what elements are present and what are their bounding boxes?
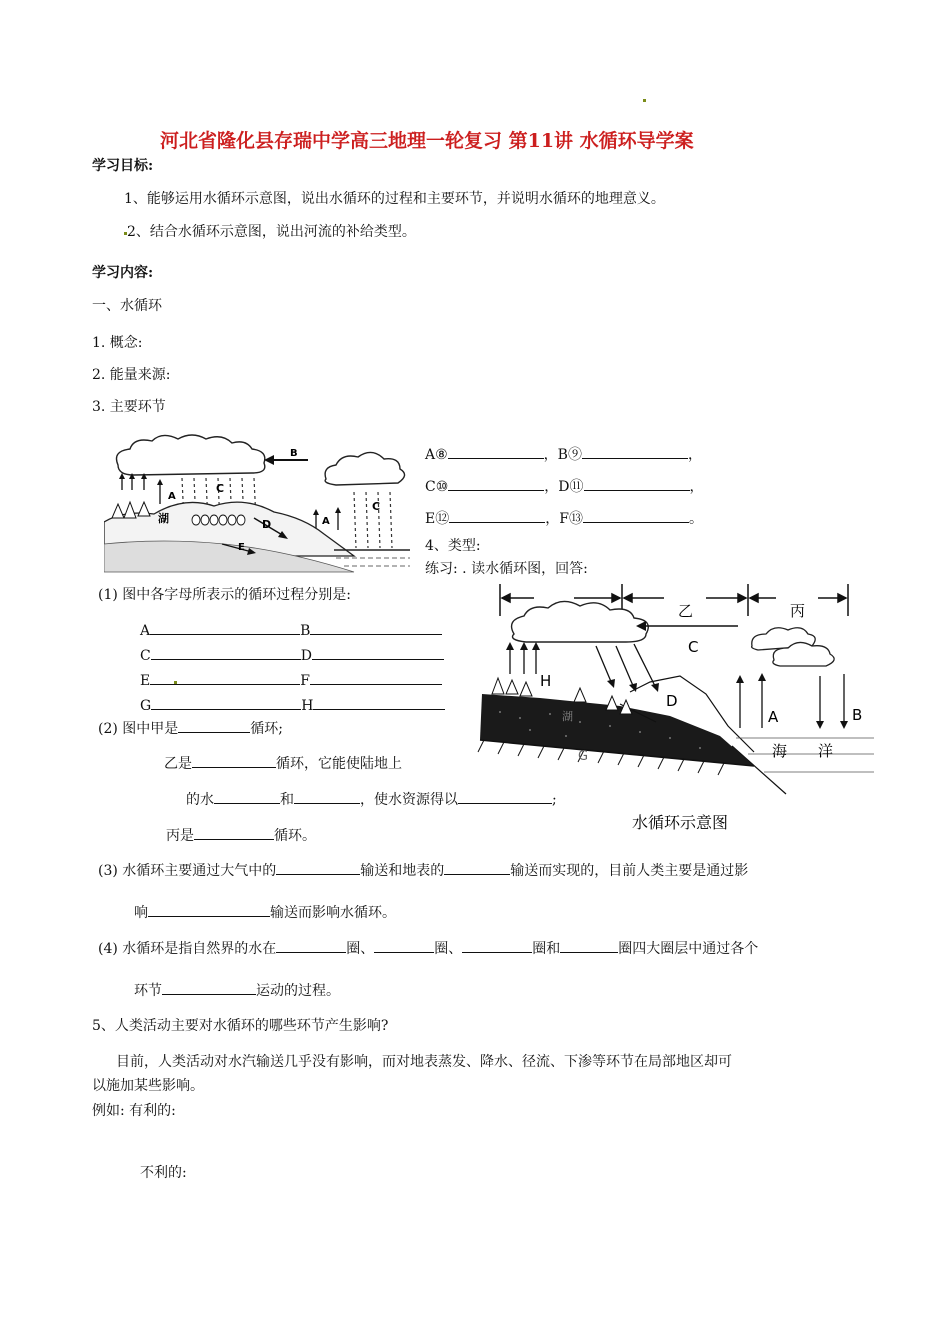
q2-text: 丙是 bbox=[166, 828, 194, 844]
fig1-label-d: D bbox=[262, 518, 272, 531]
q2-text: ; bbox=[552, 792, 557, 808]
question-5-para-2: 以施加某些影响。 bbox=[92, 1078, 204, 1094]
practice-prompt: 练习: . 读水循环图，回答: bbox=[425, 561, 588, 577]
fig1-label-c2: C bbox=[372, 500, 381, 513]
q1-blank-g[interactable] bbox=[151, 695, 301, 710]
q1-label-a: A bbox=[140, 623, 151, 639]
q1-row-ab bbox=[140, 620, 442, 639]
fig2-label-c: C bbox=[688, 638, 699, 656]
evaporation-land bbox=[122, 476, 160, 504]
q2-text: 的水 bbox=[186, 792, 214, 808]
arrows-h bbox=[510, 646, 536, 674]
cloud-large bbox=[117, 435, 265, 475]
fig1-label-a: A bbox=[168, 491, 176, 502]
q2-text: ，使水资源得以 bbox=[360, 792, 458, 808]
q2-blank-3[interactable] bbox=[458, 789, 552, 804]
q1-label-f: F bbox=[300, 673, 310, 689]
q2-text: 循环，它能使陆地上 bbox=[276, 756, 402, 772]
q2-blank-2[interactable] bbox=[294, 789, 360, 804]
fig2-label-d: D bbox=[666, 692, 678, 710]
water-cycle-figure-1 bbox=[104, 432, 416, 574]
fig2-label-lake: 湖 bbox=[562, 710, 573, 723]
q4-text: 圈、 bbox=[434, 941, 463, 957]
question-4-row-2 bbox=[134, 980, 340, 1000]
content-heading: 学习内容: bbox=[92, 265, 154, 281]
q3-text: (3) 水循环主要通过大气中的 bbox=[98, 863, 277, 879]
q1-blank-b[interactable] bbox=[310, 620, 442, 635]
fill-b-blank[interactable] bbox=[582, 444, 688, 459]
q3-text: 输送和地表的 bbox=[360, 863, 445, 879]
question-2-row-3 bbox=[186, 789, 557, 809]
question-concept: 1. 概念: bbox=[92, 335, 143, 351]
q1-blank-d[interactable] bbox=[312, 645, 444, 660]
fill-e-blank[interactable] bbox=[449, 508, 545, 523]
fill-a-label: A⑧ bbox=[425, 447, 448, 463]
arrows-precip bbox=[596, 644, 656, 688]
q3-text: 输送而影响水循环。 bbox=[270, 905, 396, 921]
objective-1: 1、能够运用水循环示意图，说出水循环的过程和主要环节，并说明水循环的地理意义。 bbox=[124, 191, 665, 207]
q4-blank-2[interactable] bbox=[374, 938, 434, 953]
fill-d-blank[interactable] bbox=[584, 476, 690, 491]
q1-label-e: E bbox=[140, 673, 151, 689]
fill-f-blank[interactable] bbox=[583, 508, 689, 523]
fig2-sea-1: 海 bbox=[772, 742, 788, 760]
q4-text: 圈、 bbox=[346, 941, 375, 957]
types-heading: 4、类型: bbox=[425, 538, 481, 554]
fig2-label-h: H bbox=[540, 672, 552, 690]
fill-e-label: E⑫ bbox=[425, 511, 450, 527]
q4-text: (4) 水循环是指自然界的水在 bbox=[98, 941, 277, 957]
fig2-caption: 水循环示意图 bbox=[632, 813, 729, 832]
fig2-label-b: B bbox=[852, 706, 863, 724]
q1-blank-h[interactable] bbox=[313, 695, 445, 710]
q3-blank-1[interactable] bbox=[276, 860, 360, 875]
fig2-label-a: A bbox=[768, 708, 779, 726]
q4-text: 圈和 bbox=[532, 941, 561, 957]
question-2-row-2 bbox=[164, 753, 402, 773]
q3-blank-2[interactable] bbox=[444, 860, 510, 875]
q1-label-h: H bbox=[301, 698, 314, 714]
q2-text: 循环; bbox=[250, 721, 283, 737]
q2-text: (2) 图中甲是 bbox=[98, 721, 179, 737]
question-energy: 2. 能量来源: bbox=[92, 367, 171, 383]
fill-period: 。 bbox=[688, 511, 703, 527]
q4-blank-5[interactable] bbox=[162, 980, 256, 995]
fig1-label-lake: 湖 bbox=[158, 512, 169, 525]
q2-blank-bing[interactable] bbox=[194, 825, 274, 840]
q2-text: 循环。 bbox=[274, 828, 316, 844]
fill-c-blank[interactable] bbox=[448, 476, 544, 491]
q1-blank-c[interactable] bbox=[151, 645, 301, 660]
q3-blank-3[interactable] bbox=[148, 902, 270, 917]
fill-b-label: ，B⑨ bbox=[543, 447, 582, 463]
fig1-label-a2: A bbox=[322, 516, 330, 527]
zone-bing: 丙 bbox=[790, 602, 806, 620]
fill-row-ab bbox=[425, 444, 702, 464]
q4-text: 圈四大圈层中通过各个 bbox=[618, 941, 759, 957]
q2-blank-1[interactable] bbox=[214, 789, 280, 804]
fill-c-label: C⑩ bbox=[425, 479, 449, 495]
q4-blank-1[interactable] bbox=[276, 938, 346, 953]
section-water-cycle: 一、水循环 bbox=[92, 298, 162, 314]
fill-comma: ， bbox=[689, 479, 704, 495]
question-3-row-1 bbox=[98, 860, 748, 880]
fig2-sea-2: 洋 bbox=[818, 742, 834, 760]
q3-text: 输送而实现的，目前人类主要是通过影 bbox=[510, 863, 749, 879]
q1-row-ef bbox=[140, 670, 442, 689]
example-harmful: 不利的: bbox=[140, 1165, 187, 1181]
page-title: 河北省隆化县存瑞中学高三地理一轮复习 第11讲 水循环导学案 bbox=[160, 130, 694, 152]
q4-blank-4[interactable] bbox=[560, 938, 618, 953]
q3-text: 响 bbox=[134, 905, 148, 921]
sea-waves bbox=[336, 558, 410, 566]
fig1-label-e: E bbox=[238, 542, 245, 553]
fill-row-ef bbox=[425, 508, 703, 528]
decor-dot bbox=[643, 99, 646, 102]
fill-f-label: ，F⑬ bbox=[545, 511, 583, 527]
fill-a-blank[interactable] bbox=[448, 444, 544, 459]
q1-row-cd bbox=[140, 645, 444, 664]
q1-label-b: B bbox=[300, 623, 311, 639]
example-beneficial: 例如: 有利的: bbox=[92, 1103, 176, 1119]
q1-blank-f[interactable] bbox=[310, 670, 442, 685]
q1-blank-a[interactable] bbox=[150, 620, 300, 635]
q1-label-c: C bbox=[140, 648, 151, 664]
question-1: (1) 图中各字母所表示的循环过程分别是: bbox=[98, 587, 351, 603]
fill-comma: ， bbox=[687, 447, 702, 463]
objective-2: 2、结合水循环示意图，说出河流的补给类型。 bbox=[127, 224, 416, 240]
q4-blank-3[interactable] bbox=[462, 938, 532, 953]
question-2-row-4 bbox=[166, 825, 316, 845]
zone-yi: 乙 bbox=[678, 602, 694, 620]
q1-blank-e[interactable] bbox=[150, 670, 300, 685]
cloud-small bbox=[325, 452, 404, 485]
fill-d-label: ，D⑪ bbox=[544, 479, 584, 495]
fig1-label-b: B bbox=[290, 448, 298, 459]
q2-text: 乙是 bbox=[164, 756, 192, 772]
q1-row-gh bbox=[140, 695, 445, 714]
question-4-row-1 bbox=[98, 938, 758, 958]
question-3-row-2 bbox=[134, 902, 396, 922]
fig2-label-g: G bbox=[578, 749, 589, 764]
q2-blank-jia[interactable] bbox=[178, 718, 250, 733]
question-5-heading: 5、人类活动主要对水循环的哪些环节产生影响? bbox=[92, 1018, 389, 1034]
arrows-sea bbox=[740, 674, 844, 728]
q4-text: 环节 bbox=[134, 983, 162, 999]
objectives-heading: 学习目标: bbox=[92, 158, 154, 174]
trees bbox=[112, 502, 150, 518]
fig1-label-c: C bbox=[216, 482, 225, 495]
cloud-land bbox=[512, 601, 649, 642]
fill-row-cd bbox=[425, 476, 704, 496]
q2-blank-yi[interactable] bbox=[192, 753, 276, 768]
q4-text: 运动的过程。 bbox=[256, 983, 340, 999]
question-main-links: 3. 主要环节 bbox=[92, 399, 166, 415]
q1-label-g: G bbox=[140, 698, 152, 714]
question-2-row-1 bbox=[98, 718, 283, 738]
question-5-para-1: 目前，人类活动对水汽输送几乎没有影响，而对地表蒸发、降水、径流、下渗等环节在局部地区却可 bbox=[116, 1054, 732, 1070]
q2-text: 和 bbox=[280, 792, 294, 808]
q1-label-d: D bbox=[300, 648, 312, 664]
